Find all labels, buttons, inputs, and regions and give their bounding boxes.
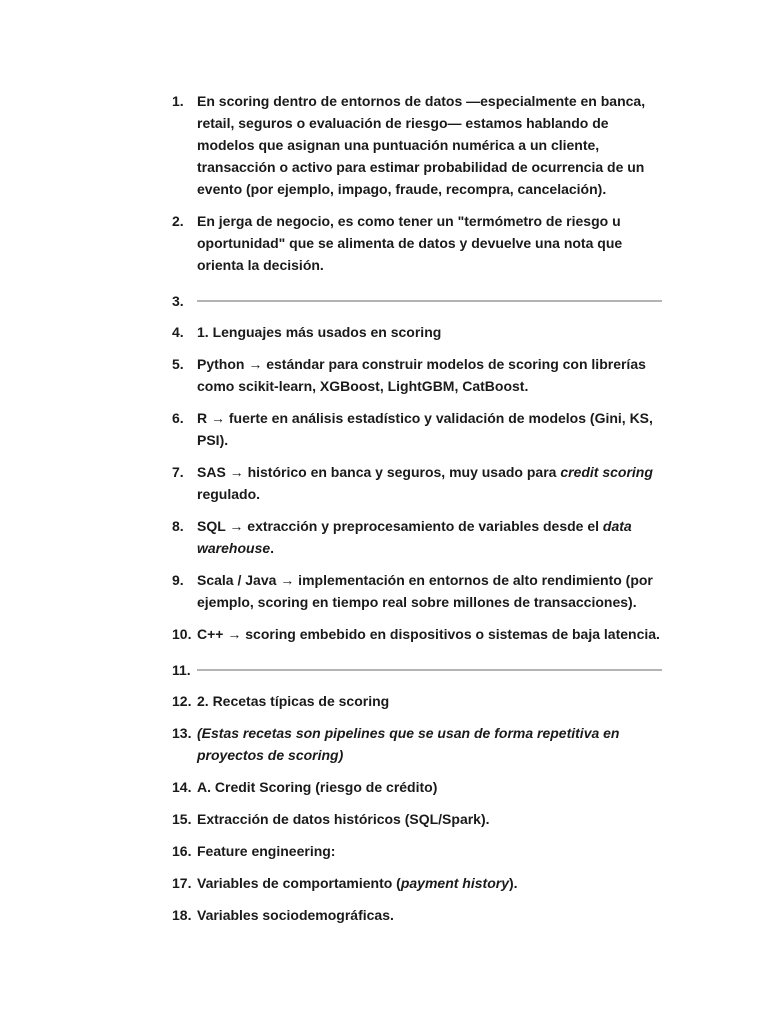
list-number: 16. <box>172 843 192 859</box>
list-item <box>172 407 668 451</box>
italic-text: payment history <box>400 875 509 891</box>
list-text: Feature engineering: <box>197 843 336 859</box>
list-text: R → fuerte en análisis estadístico y validación de modelos (Gini, KS, PSI). <box>197 410 653 448</box>
list-number: 2. <box>172 213 184 229</box>
list-number: 13. <box>172 725 192 741</box>
text-run: ). <box>508 875 518 891</box>
list-number: 8. <box>172 518 184 534</box>
list-text: Python → estándar para construir modelos de scoring con librerías como scikit-learn, XGBoost, LightGBM, CatBoost. <box>197 356 646 394</box>
list-number: 11. <box>172 662 191 678</box>
text-run: regulado. <box>197 486 261 502</box>
list-number: 3. <box>172 293 184 309</box>
text-run: . <box>270 540 275 556</box>
list-item <box>172 623 668 645</box>
list-number: 12. <box>172 693 192 709</box>
list-item <box>172 872 668 894</box>
list-item <box>172 722 668 766</box>
list-item <box>172 515 668 559</box>
list-text <box>197 461 668 505</box>
section-heading: 1. Lenguajes más usados en scoring <box>197 324 442 340</box>
list-text: En jerga de negocio, es como tener un "termómetro de riesgo u oportunidad" que se alimenta de datos y devuelve una nota que orienta la decisión. <box>197 213 623 273</box>
horizontal-rule <box>197 300 662 302</box>
list-item <box>172 321 668 343</box>
section-heading: 2. Recetas típicas de scoring <box>197 693 390 709</box>
list-text: Extracción de datos históricos (SQL/Spark). <box>197 811 490 827</box>
list-text: Scala / Java → implementación en entornos de alto rendimiento (por ejemplo, scoring en tiempo real sobre millones de transacciones). <box>197 572 653 610</box>
list-item-divider <box>172 659 668 681</box>
list-text <box>197 515 668 559</box>
list-number: 10. <box>172 626 192 642</box>
italic-text: data warehouse <box>197 518 632 556</box>
list-number: 5. <box>172 356 184 372</box>
list-item <box>172 776 668 798</box>
list-number: 14. <box>172 779 192 795</box>
list-number: 18. <box>172 907 192 923</box>
list-item-divider <box>172 290 668 312</box>
list-item <box>172 569 668 613</box>
list-number: 1. <box>172 93 184 109</box>
italic-text: credit scoring <box>560 464 653 480</box>
list-item <box>172 904 668 926</box>
list-number: 6. <box>172 410 184 426</box>
list-item <box>172 808 668 830</box>
list-number: 15. <box>172 811 192 827</box>
list-item <box>172 90 668 200</box>
list-item <box>172 353 668 397</box>
list-text <box>197 872 668 894</box>
list-item <box>172 210 668 276</box>
italic-text: (Estas recetas son pipelines que se usan de forma repetitiva en proyectos de scoring) <box>197 725 620 763</box>
list-number: 7. <box>172 464 184 480</box>
list-text: Variables sociodemográficas. <box>197 907 394 923</box>
subsection-heading: A. Credit Scoring (riesgo de crédito) <box>197 779 438 795</box>
list-item <box>172 461 668 505</box>
list-item <box>172 690 668 712</box>
list-number: 4. <box>172 324 184 340</box>
list-text: C++ → scoring embebido en dispositivos o sistemas de baja latencia. <box>197 626 660 642</box>
list-item <box>172 840 668 862</box>
text-run: SAS → histórico en banca y seguros, muy usado para <box>197 464 561 480</box>
list-number: 9. <box>172 572 184 588</box>
horizontal-rule <box>197 669 662 671</box>
text-run: Variables de comportamiento ( <box>197 875 401 891</box>
numbered-list <box>172 90 668 936</box>
list-text: En scoring dentro de entornos de datos —especialmente en banca, retail, seguros o evaluación de riesgo— estamos hablando de modelos que asignan una puntuación numérica a un cliente, transacción o activo para estimar probabilidad de ocurrencia de un evento (por ejemplo, impago, fraude, recompra, cancelación). <box>197 93 646 197</box>
list-number: 17. <box>172 875 192 891</box>
text-run: SQL → extracción y preprocesamiento de variables desde el <box>197 518 603 534</box>
